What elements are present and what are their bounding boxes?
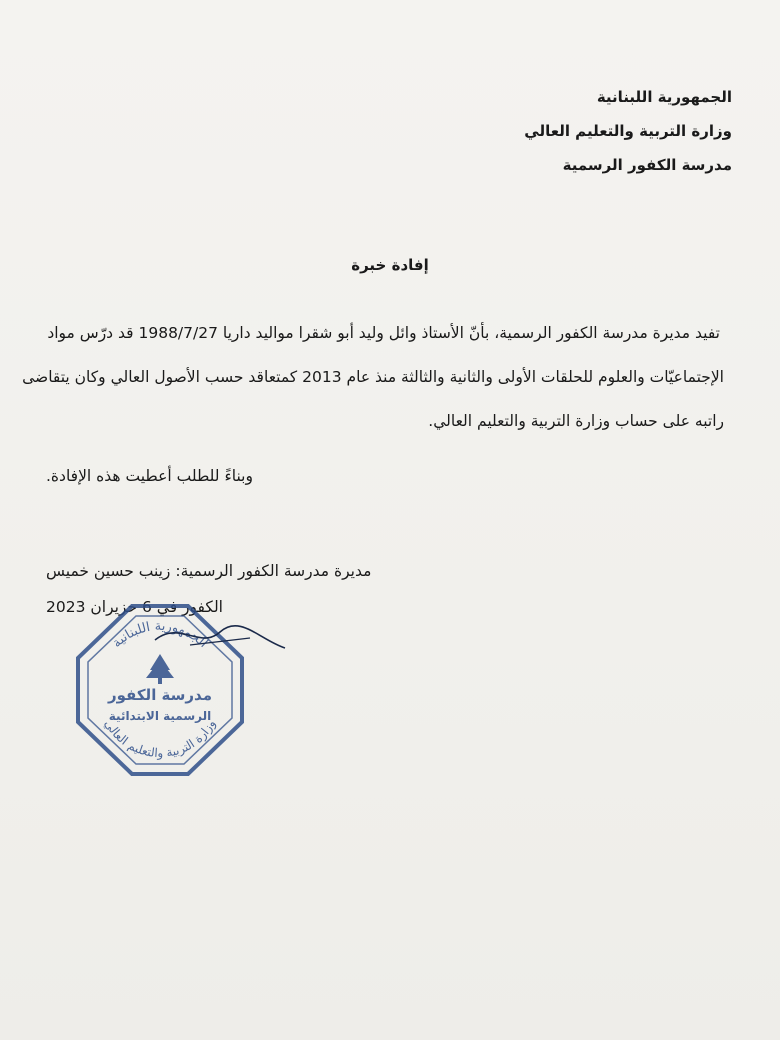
body-line-1: تفيد مديرة مدرسة الكفور الرسمية، بأنّ الأستاذ وائل وليد أبو شقرا مواليد داريا 1988/7/27 قد درّس مواد xyxy=(47,324,720,342)
body-line-2: الإجتماعيّات والعلوم للحلقات الأولى والثانية والثالثة منذ عام 2013 كمتعاقد حسب الأصول العالي وكان يتقاضى xyxy=(22,368,724,386)
principal-signature-line: مديرة مدرسة الكفور الرسمية: زينب حسين خميس xyxy=(46,562,372,580)
document-title: إفادة خبرة xyxy=(351,256,429,274)
stamp-bottom-text: وزارة التربية والتعليم العالي xyxy=(101,717,219,761)
body-line-3: راتبه على حساب وزارة التربية والتعليم العالي. xyxy=(428,412,724,430)
stamp-top-text: الجمهورية اللبنانية xyxy=(109,618,211,651)
header-school: مدرسة الكفور الرسمية xyxy=(562,156,732,174)
closing-statement: وبناءً للطلب أعطيت هذه الإفادة. xyxy=(46,467,253,485)
stamp-school-type: الرسمية الابتدائية xyxy=(108,709,212,723)
stamp-school-name: مدرسة الكفور xyxy=(108,686,212,704)
handwritten-signature xyxy=(150,610,290,670)
header-ministry: وزارة التربية والتعليم العالي xyxy=(524,122,732,140)
place-date-line: الكفور في 6 حزيران 2023 xyxy=(46,598,223,616)
header-republic: الجمهورية اللبنانية xyxy=(596,88,732,106)
